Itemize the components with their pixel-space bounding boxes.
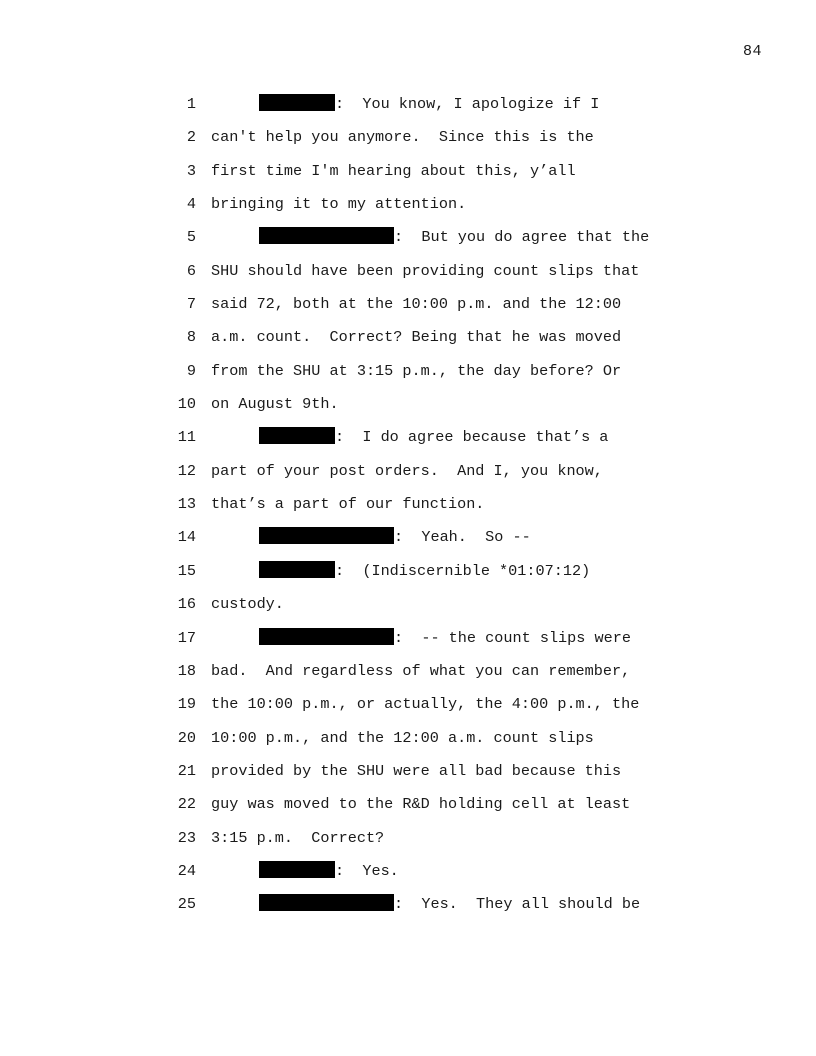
- line-text: bad. And regardless of what you can remember,: [211, 661, 631, 680]
- transcript-line: [0, 225, 816, 258]
- line-content: [211, 726, 594, 750]
- line-content: [211, 659, 630, 683]
- line-number: 25: [177, 895, 196, 914]
- line-number: 24: [177, 861, 196, 880]
- line-text: : I do agree because that’s a: [335, 428, 609, 447]
- line-number: 14: [177, 528, 196, 547]
- line-text: 10:00 p.m., and the 12:00 a.m. count slips: [211, 728, 594, 747]
- line-text: can't help you anymore. Since this is the: [211, 128, 594, 147]
- line-number: 13: [177, 495, 196, 514]
- transcript-line: [0, 125, 816, 158]
- transcript-line: [0, 859, 816, 892]
- transcript-line: [0, 759, 816, 792]
- line-content: [211, 759, 621, 783]
- line-number: 10: [177, 395, 196, 414]
- line-content: [211, 159, 576, 183]
- redacted-speaker-name: [259, 427, 335, 444]
- line-number: 12: [177, 461, 196, 480]
- line-number: 20: [177, 728, 196, 747]
- transcript-line: [0, 359, 816, 392]
- transcript-line: [0, 159, 816, 192]
- line-content: [211, 392, 339, 416]
- line-number: 6: [186, 261, 196, 280]
- transcript-line: [0, 325, 816, 358]
- line-number: 8: [186, 328, 196, 347]
- transcript-line: [0, 292, 816, 325]
- line-number: 18: [177, 661, 196, 680]
- line-text: that’s a part of our function.: [211, 495, 485, 514]
- speaker-line-content: [259, 559, 590, 583]
- line-text: : But you do agree that the: [394, 228, 650, 247]
- line-text: SHU should have been providing count slips that: [211, 261, 640, 280]
- transcript-line: [0, 392, 816, 425]
- transcript-line: [0, 692, 816, 725]
- line-number: 3: [186, 161, 196, 180]
- line-text: : (Indiscernible *01:07:12): [335, 561, 591, 580]
- line-number: 2: [186, 128, 196, 147]
- speaker-line-content: [259, 892, 640, 916]
- line-content: [211, 826, 384, 850]
- line-content: [211, 292, 621, 316]
- line-text: a.m. count. Correct? Being that he was moved: [211, 328, 622, 347]
- transcript-line: [0, 826, 816, 859]
- line-text: said 72, both at the 10:00 p.m. and the 12:00: [211, 295, 622, 314]
- redacted-speaker-name: [259, 894, 394, 911]
- line-text: : -- the count slips were: [394, 628, 631, 647]
- line-number: 21: [177, 761, 196, 780]
- line-text: custody.: [211, 595, 284, 614]
- page-number: 84: [742, 43, 762, 60]
- line-content: [211, 359, 621, 383]
- line-content: [211, 325, 621, 349]
- transcript-line: [0, 459, 816, 492]
- redacted-speaker-name: [259, 561, 335, 578]
- line-content: [211, 692, 639, 716]
- line-text: provided by the SHU were all bad because this: [211, 761, 622, 780]
- line-text: from the SHU at 3:15 p.m., the day before? Or: [211, 361, 622, 380]
- line-text: bringing it to my attention.: [211, 195, 467, 214]
- line-content: [211, 459, 603, 483]
- line-text: : Yes.: [335, 861, 399, 880]
- transcript-line: [0, 792, 816, 825]
- line-content: [211, 259, 639, 283]
- transcript-line: [0, 592, 816, 625]
- line-number: 7: [186, 295, 196, 314]
- line-text: part of your post orders. And I, you know,: [211, 461, 603, 480]
- line-content: [211, 125, 594, 149]
- speaker-line-content: [259, 425, 608, 449]
- transcript-line: [0, 492, 816, 525]
- line-text: : Yeah. So --: [394, 528, 531, 547]
- line-number: 16: [177, 595, 196, 614]
- transcript-line: [0, 626, 816, 659]
- redacted-speaker-name: [259, 227, 394, 244]
- redacted-speaker-name: [259, 527, 394, 544]
- line-text: first time I'm hearing about this, y’all: [211, 161, 576, 180]
- transcript-line: [0, 892, 816, 925]
- line-number: 9: [186, 361, 196, 380]
- line-number: 19: [177, 695, 196, 714]
- transcript-line: [0, 92, 816, 125]
- speaker-line-content: [259, 92, 599, 116]
- speaker-line-content: [259, 626, 631, 650]
- line-text: guy was moved to the R&D holding cell at least: [211, 795, 631, 814]
- line-number: 11: [177, 428, 196, 447]
- speaker-line-content: [259, 525, 531, 549]
- line-number: 5: [186, 228, 196, 247]
- line-number: 15: [177, 561, 196, 580]
- redacted-speaker-name: [259, 94, 335, 111]
- transcript-body: [0, 92, 816, 926]
- transcript-line: [0, 659, 816, 692]
- line-number: 4: [186, 195, 196, 214]
- redacted-speaker-name: [259, 861, 335, 878]
- transcript-line: [0, 192, 816, 225]
- line-number: 23: [177, 828, 196, 847]
- speaker-line-content: [259, 859, 399, 883]
- transcript-line: [0, 425, 816, 458]
- line-text: : You know, I apologize if I: [335, 95, 600, 113]
- line-number: 1: [186, 95, 196, 113]
- line-text: 3:15 p.m. Correct?: [211, 828, 385, 847]
- line-content: [211, 192, 466, 216]
- line-content: [211, 592, 284, 616]
- line-number: 17: [177, 628, 196, 647]
- line-text: : Yes. They all should be: [394, 895, 641, 914]
- line-number: 22: [177, 795, 196, 814]
- line-text: on August 9th.: [211, 395, 339, 414]
- transcript-line: [0, 726, 816, 759]
- transcript-line: [0, 259, 816, 292]
- line-content: [211, 492, 484, 516]
- line-text: the 10:00 p.m., or actually, the 4:00 p.m., the: [211, 695, 640, 714]
- line-content: [211, 792, 630, 816]
- transcript-line: [0, 525, 816, 558]
- speaker-line-content: [259, 225, 649, 249]
- transcript-line: [0, 559, 816, 592]
- redacted-speaker-name: [259, 628, 394, 645]
